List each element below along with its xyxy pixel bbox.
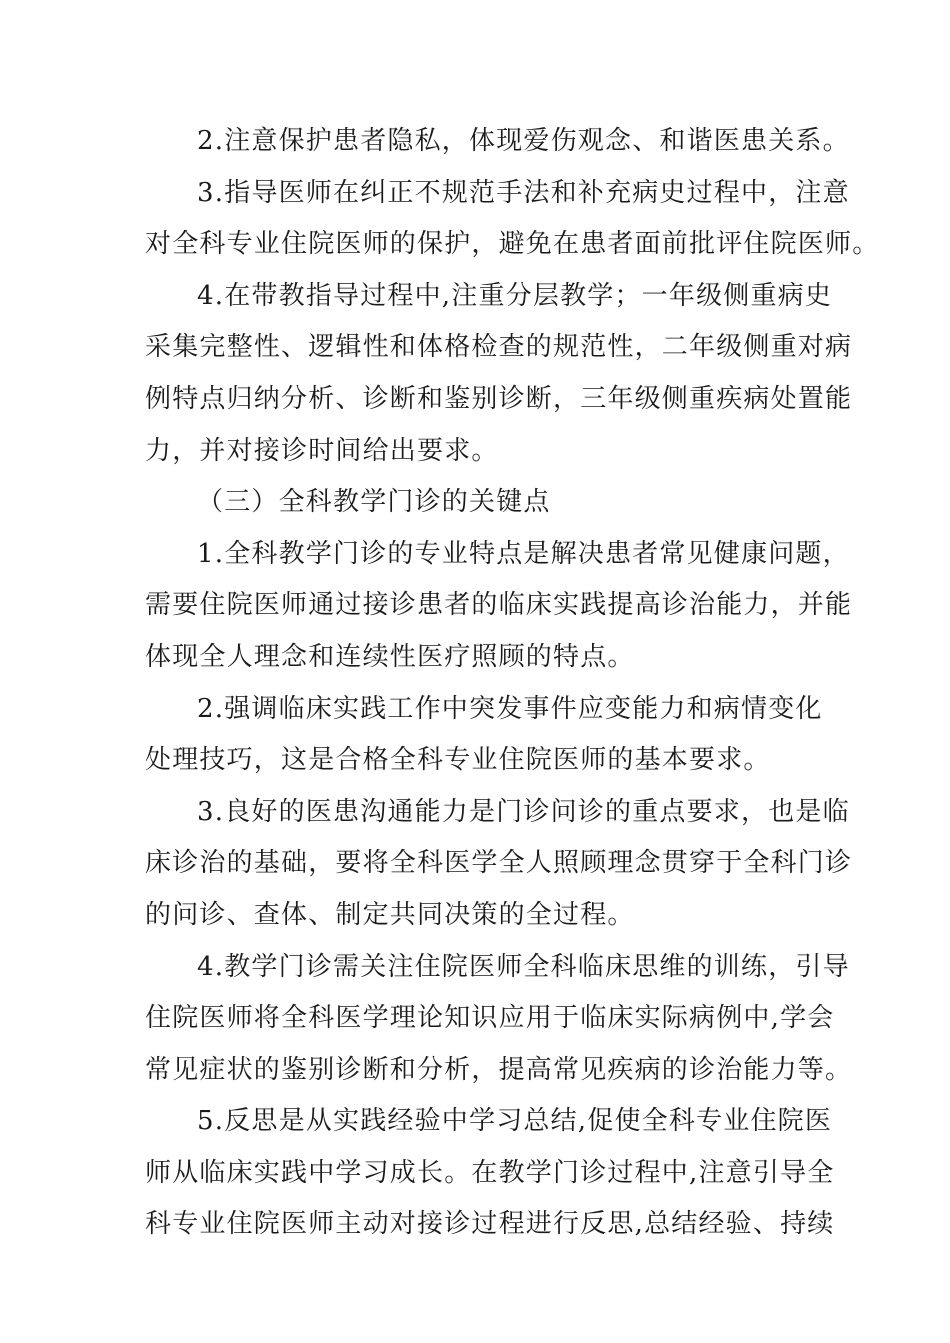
paragraph-key-point-3	[145, 787, 853, 942]
text-line: 4.教学门诊需关注住院医师全科临床思维的训练，引导	[197, 951, 850, 982]
text-line: 的问诊、查体、制定共同决策的全过程。	[145, 899, 635, 930]
document-body	[145, 116, 880, 1251]
text-line: 处理技巧，这是合格全科专业住院医师的基本要求。	[145, 745, 771, 776]
text-line: 4.在带教指导过程中,注重分层教学；一年级侧重病史	[197, 280, 833, 311]
heading-text: （三）全科教学门诊的关键点	[197, 487, 551, 518]
text-line: 师从临床实践中学习成长。在教学门诊过程中,注意引导全	[145, 1157, 835, 1188]
text-line: 例特点归纳分析、诊断和鉴别诊断，三年级侧重疾病处置能	[145, 383, 853, 414]
text-line: 2.强调临床实践工作中突发事件应变能力和病情变化	[197, 693, 823, 724]
text-line: 科专业住院医师主动对接诊过程进行反思,总结经验、持续	[145, 1209, 835, 1240]
text-line: 采集完整性、逻辑性和体格检查的规范性，二年级侧重对病	[145, 332, 853, 363]
text-line: 3.良好的医患沟通能力是门诊问诊的重点要求，也是临	[197, 796, 850, 827]
text-line: 力，并对接诊时间给出要求。	[145, 435, 499, 466]
text-line: 3.指导医师在纠正不规范手法和补充病史过程中，注意	[197, 177, 850, 208]
paragraph-key-point-5	[145, 1096, 835, 1251]
text-line: 需要住院医师通过接诊患者的临床实践提高诊治能力，并能	[145, 590, 853, 621]
paragraph-patient-privacy	[145, 116, 850, 168]
paragraph-key-point-4	[145, 942, 853, 1097]
paragraph-layered-teaching	[145, 271, 853, 477]
paragraph-key-point-2	[145, 684, 823, 787]
text-line: 床诊治的基础，要将全科医学全人照顾理念贯穿于全科门诊	[145, 848, 853, 879]
paragraph-key-point-1	[145, 529, 853, 684]
text-line: 1.全科教学门诊的专业特点是解决患者常见健康问题，	[197, 538, 850, 569]
paragraph-resident-protection	[145, 168, 880, 271]
text-line: 5.反思是从实践经验中学习总结,促使全科专业住院医	[197, 1106, 833, 1137]
text-line: 对全科专业住院医师的保护，避免在患者面前批评住院医师。	[145, 229, 880, 260]
section-heading-key-points	[145, 477, 813, 529]
text-line: 住院医师将全科医学理论知识应用于临床实际病例中,学会	[145, 1003, 835, 1034]
text-line: 体现全人理念和连续性医疗照顾的特点。	[145, 641, 635, 672]
text-line: 常见症状的鉴别诊断和分析，提高常见疾病的诊治能力等。	[145, 1054, 853, 1085]
text-line: 2.注意保护患者隐私，体现爱伤观念、和谐医患关系。	[197, 126, 850, 156]
